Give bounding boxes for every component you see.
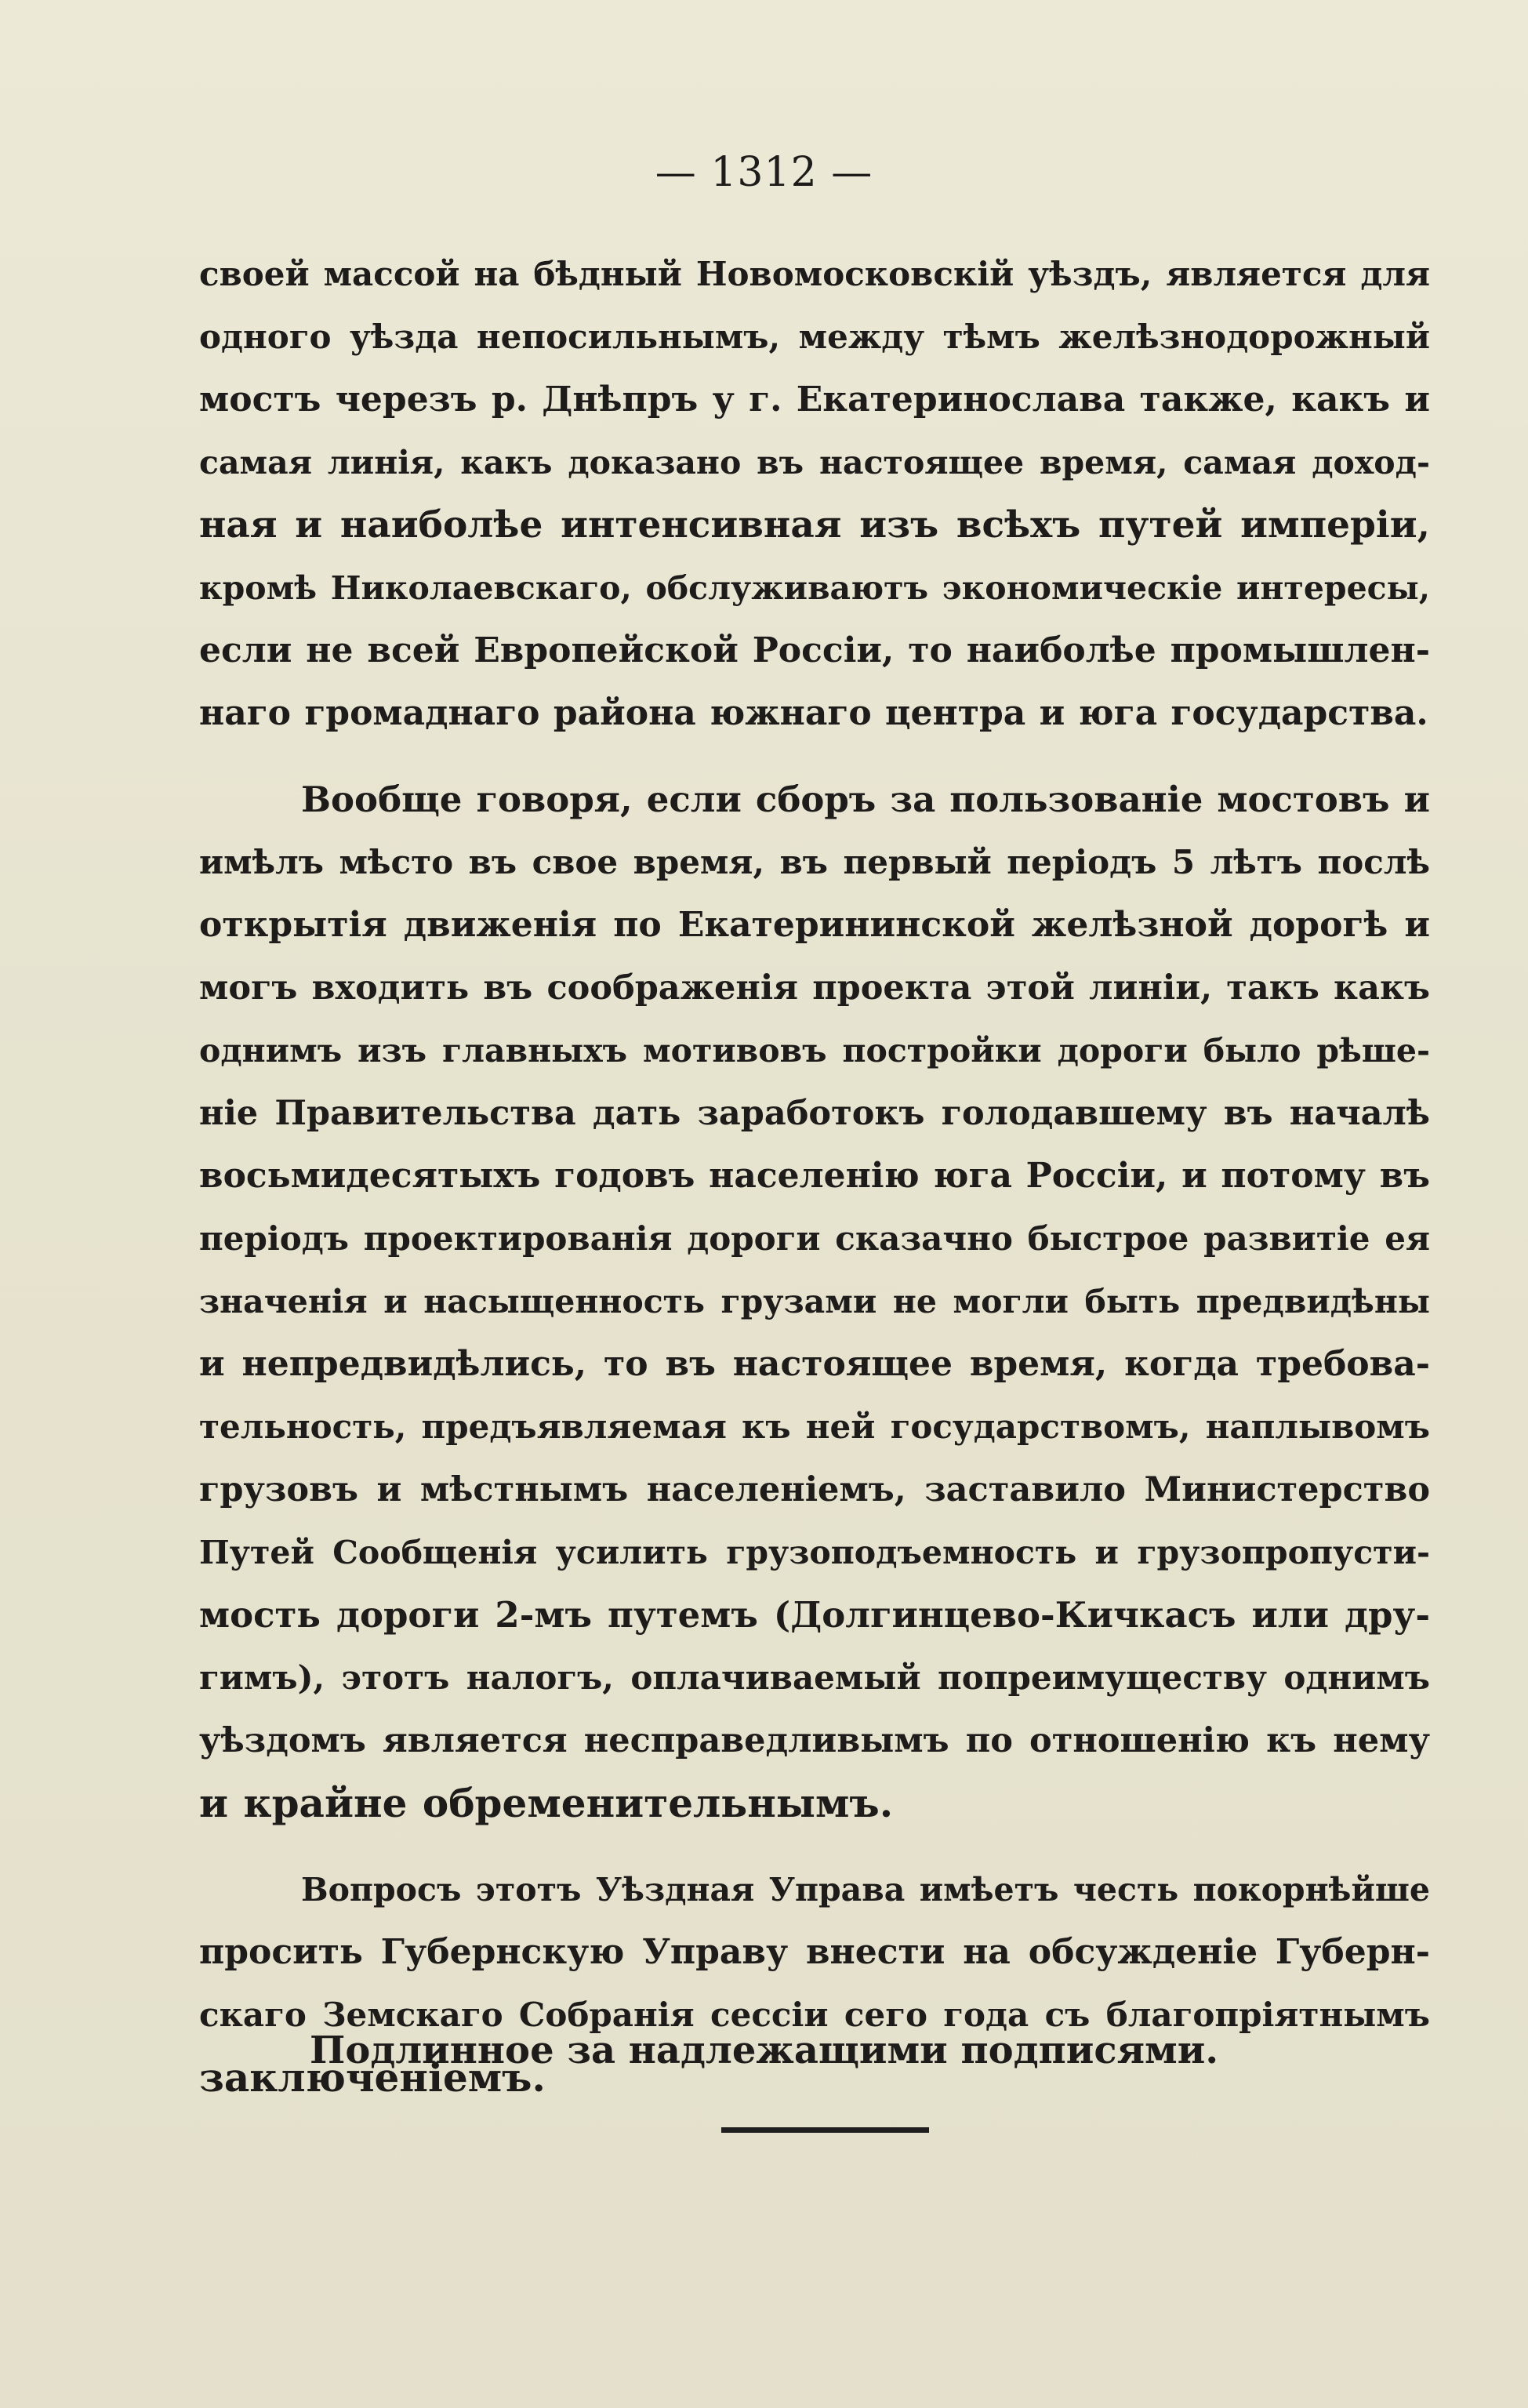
text-line: Вопросъ этотъ Уѣздная Управа имѣетъ честь покорнѣйше bbox=[301, 1871, 1430, 1909]
text-line: грузовъ и мѣстнымъ населеніемъ, заставило Министерство bbox=[199, 1470, 1430, 1509]
text-line: мость дороги 2-мъ путемъ (Долгинцево-Кичкасъ или дру- bbox=[199, 1594, 1430, 1636]
body-text bbox=[199, 243, 1430, 2109]
text-line: самая линія, какъ доказано въ настоящее время, самая доход- bbox=[199, 444, 1430, 481]
text-line: тельность, предъявляемая къ ней государствомъ, наплывомъ bbox=[199, 1407, 1430, 1446]
page-number: — 1312 — bbox=[655, 149, 873, 196]
paragraph-2 bbox=[199, 768, 1430, 1835]
text-line: скаго Земскаго Собранія сессіи сего года съ благопріятнымъ bbox=[199, 1996, 1430, 2034]
text-line: открытія движенія по Екатерининской желѣзной дорогѣ и bbox=[199, 905, 1430, 945]
text-line: если не всей Европейской Россіи, то наиболѣе промышлен- bbox=[199, 630, 1430, 670]
text-line: имѣлъ мѣсто въ свое время, въ первый періодъ 5 лѣтъ послѣ bbox=[199, 843, 1430, 881]
closing-rule bbox=[721, 2127, 929, 2133]
text-line: одного уѣзда непосильнымъ, между тѣмъ желѣзнодорожный bbox=[199, 318, 1430, 356]
text-line: могъ входить въ соображенія проекта этой линіи, такъ какъ bbox=[199, 968, 1430, 1008]
text-line: своей массой на бѣдный Новомосковскій уѣздъ, является для bbox=[199, 255, 1430, 293]
text-line: уѣздомъ является несправедливымъ по отношенію къ нему bbox=[199, 1721, 1430, 1760]
text-line: однимъ изъ главныхъ мотивовъ постройки дороги было рѣше- bbox=[199, 1032, 1430, 1070]
text-line: ная и наиболѣе интенсивная изъ всѣхъ путей имперіи, bbox=[199, 503, 1430, 547]
paragraph-1 bbox=[199, 243, 1430, 745]
text-line: и крайне обременительнымъ. bbox=[199, 1780, 894, 1826]
text-line: ніе Правительства дать заработокъ голодавшему въ началѣ bbox=[199, 1094, 1430, 1133]
text-line: и непредвидѣлись, то въ настоящее время, когда требова- bbox=[199, 1344, 1430, 1384]
text-line: періодъ проектированія дороги сказачно быстрое развитіе ея bbox=[199, 1219, 1430, 1258]
text-line: заключеніемъ. bbox=[199, 2054, 546, 2101]
text-line: гимъ), этотъ налогъ, оплачиваемый попреимуществу однимъ bbox=[199, 1658, 1430, 1697]
text-line: мостъ черезъ р. Днѣпръ у г. Екатеринослава также, какъ и bbox=[199, 380, 1430, 419]
signature-note: Подлинное за надлежащими подписями. bbox=[310, 2028, 1219, 2072]
text-line: наго громаднаго района южнаго центра и юга государства. bbox=[199, 693, 1428, 733]
text-line: Путей Сообщенія усилить грузоподъемность и грузопропусти- bbox=[199, 1534, 1430, 1571]
text-line: Вообще говоря, если сборъ за пользованіе мостовъ и bbox=[301, 779, 1430, 820]
text-line: просить Губернскую Управу внести на обсужденіе Губерн- bbox=[199, 1932, 1430, 1972]
text-line: восьмидесятыхъ годовъ населенію юга Россіи, и потому въ bbox=[199, 1156, 1430, 1196]
text-line: кромѣ Николаевскаго, обслуживаютъ экономическіе интересы, bbox=[199, 569, 1430, 607]
text-line: значенія и насыщенность грузами не могли быть предвидѣны bbox=[199, 1283, 1430, 1320]
